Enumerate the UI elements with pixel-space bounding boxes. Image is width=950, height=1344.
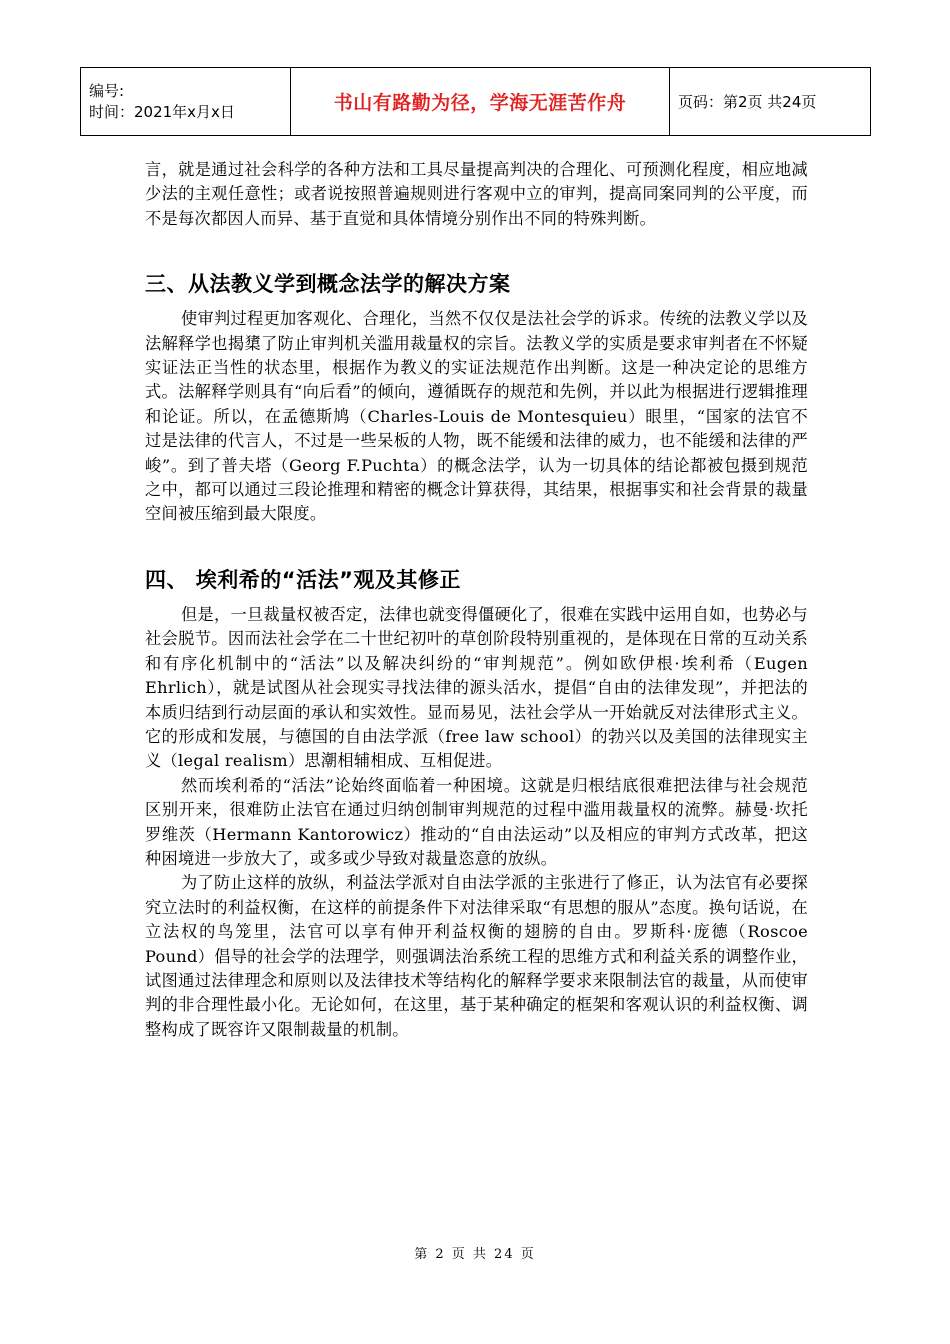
section-4-paragraph-2: 然而埃利希的“活法”论始终面临着一种困境。这就是归根结底很难把法律与社会规范区别开来，很难防止法官在通过归纳创制审判规范的过程中滥用裁量权的流弊。赫曼·坎托罗维茨（Hermann Kantorowicz）推动的“自由法运动”以及相应的审判方式改革，把这种困境进一步放大了，或多或少导致对裁量恣意的放纵。 <box>145 775 808 868</box>
section-4-title: 四、 埃利希的“活法”观及其修正 <box>145 567 461 592</box>
section-3-paragraph: 使审判过程更加客观化、合理化，当然不仅仅是法社会学的诉求。传统的法教义学以及法解释学也揭橥了防止审判机关滥用裁量权的宗旨。法教义学的实质是要求审判者在不怀疑实证法正当性的状态里，根据作为教义的实证法规范作出判断。这是一种决定论的思维方式。法解释学则具有“向后看”的倾向，遵循既存的规范和先例，并以此为根据进行逻辑推理和论证。所以，在孟德斯鸠（Charles-Louis de Montesquieu）眼里，“国家的法官不过是法律的代言人，不过是一些呆板的人物，既不能缓和法律的威力，也不能缓和法律的严峻”。到了普夫塔（Georg F.Puchta）的概念法学，认为一切具体的结论都被包摄到规范之中，都可以通过三段论推理和精密的概念计算获得，其结果，根据事实和社会背景的裁量空间被压缩到最大限度。 <box>145 309 808 524</box>
section-4-paragraph-1: 但是，一旦裁量权被否定，法律也就变得僵硬化了，很难在实践中运用自如，也势必与社会脱节。因而法社会学在二十世纪初叶的草创阶段特别重视的，是体现在日常的互动关系和有序化机制中的“活法”以及解决纠纷的“审判规范”。例如欧伊根·埃利希（Eugen Ehrlich），就是试图从社会现实寻找法律的源头活水，提倡“自由的法律发现”，并把法的本质归结到行动层面的承认和实效性。显而易见，法社会学从一开始就反对法律形式主义。它的形成和发展，与德国的自由法学派（free law school）的勃兴以及美国的法律现实主义（legal realism）思潮相辅相成、互相促进。 <box>145 604 808 771</box>
section-4-paragraph-3: 为了防止这样的放纵，利益法学派对自由法学派的主张进行了修正，认为法官有必要探究立法时的利益权衡，在这样的前提条件下对法律采取“有思想的服从”态度。换句话说，在立法权的鸟笼里，法官可以享有伸开利益权衡的翅膀的自由。罗斯科·庞德（Roscoe Pound）倡导的社会学的法理学，则强调法治系统工程的思维方式和利益关系的调整作业，试图通过法律理念和原则以及法律技术等结构化的解释学要求来限制法官的裁量，从而使审判的非合理性最小化。无论如何，在这里，基于某种确定的框架和客观认识的利益权衡、调整构成了既容许又限制裁量的机制。 <box>145 873 808 1039</box>
header-page-info: 页码：第2页 共24页 <box>670 68 871 136</box>
intro-paragraph: 言，就是通过社会科学的各种方法和工具尽量提高判决的合理化、可预测化程度，相应地减少法的主观任意性；或者说按照普遍规则进行客观中立的审判，提高同案同判的公平度，而不是每次都因人而异、基于直觉和具体情境分别作出不同的特殊判断。 <box>145 160 808 228</box>
document-header <box>80 67 871 136</box>
date-line: 时间：2021年x月x日 <box>89 102 235 121</box>
header-meta-cell <box>81 68 291 136</box>
header-motto: 书山有路勤为径，学海无涯苦作舟 <box>291 68 670 136</box>
serial-number-label: 编号: <box>89 81 125 100</box>
document-body <box>145 158 808 1042</box>
section-3-title: 三、从法教义学到概念法学的解决方案 <box>145 272 511 297</box>
page-footer: 第 2 页 共 24 页 <box>414 1247 536 1262</box>
